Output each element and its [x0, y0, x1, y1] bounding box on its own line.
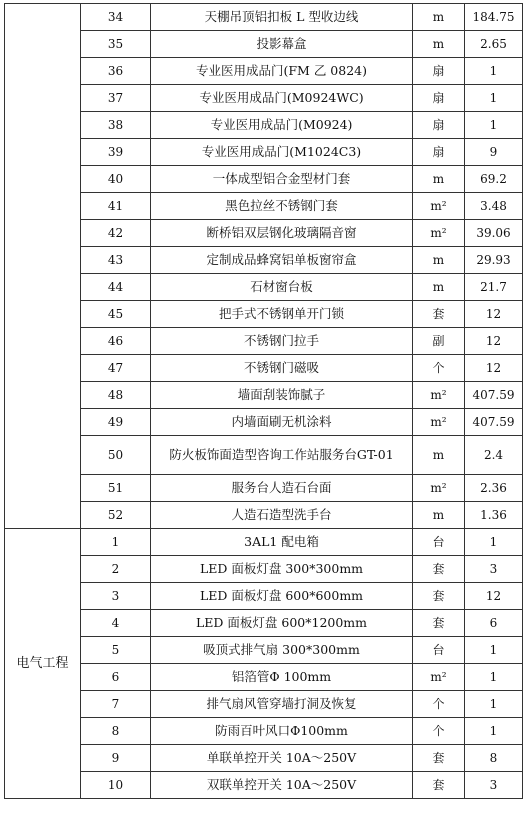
unit-cell: 扇 [413, 85, 465, 112]
unit-cell: 套 [413, 583, 465, 610]
quantity-cell: 12 [465, 355, 523, 382]
item-name-cell: 铝箔管Φ 100mm [151, 664, 413, 691]
item-name-cell: 吸顶式排气扇 300*300mm [151, 637, 413, 664]
quantity-cell: 9 [465, 139, 523, 166]
table-row [5, 529, 523, 556]
table-row [5, 637, 523, 664]
quantity-cell: 2.36 [465, 475, 523, 502]
item-number-cell: 50 [81, 436, 151, 475]
quantity-cell: 12 [465, 301, 523, 328]
table-row [5, 139, 523, 166]
table-row [5, 4, 523, 31]
quantity-cell: 29.93 [465, 247, 523, 274]
item-name-cell: 排气扇风管穿墙打洞及恢复 [151, 691, 413, 718]
unit-cell: 扇 [413, 58, 465, 85]
table-row [5, 58, 523, 85]
item-number-cell: 3 [81, 583, 151, 610]
unit-cell: m² [413, 664, 465, 691]
unit-cell: 扇 [413, 139, 465, 166]
item-number-cell: 4 [81, 610, 151, 637]
item-name-cell: 专业医用成品门(M0924WC) [151, 85, 413, 112]
item-number-cell: 7 [81, 691, 151, 718]
item-number-cell: 40 [81, 166, 151, 193]
bill-of-quantities-table [4, 3, 523, 799]
item-number-cell: 44 [81, 274, 151, 301]
item-number-cell: 37 [81, 85, 151, 112]
table-row [5, 382, 523, 409]
table-row [5, 328, 523, 355]
table-row [5, 718, 523, 745]
table-row [5, 436, 523, 475]
item-number-cell: 39 [81, 139, 151, 166]
quantity-cell: 12 [465, 583, 523, 610]
table-row [5, 220, 523, 247]
item-name-cell: 墙面刮装饰腻子 [151, 382, 413, 409]
item-name-cell: 防雨百叶风口Φ100mm [151, 718, 413, 745]
item-number-cell: 47 [81, 355, 151, 382]
item-number-cell: 6 [81, 664, 151, 691]
item-name-cell: 人造石造型洗手台 [151, 502, 413, 529]
quantity-cell: 1 [465, 718, 523, 745]
item-number-cell: 1 [81, 529, 151, 556]
table-row [5, 409, 523, 436]
item-number-cell: 5 [81, 637, 151, 664]
table-row [5, 475, 523, 502]
table-row [5, 31, 523, 58]
table-row [5, 664, 523, 691]
item-name-cell: 双联单控开关 10A～250V [151, 772, 413, 799]
item-number-cell: 9 [81, 745, 151, 772]
quantity-cell: 1 [465, 691, 523, 718]
quantity-cell: 1 [465, 664, 523, 691]
unit-cell: 个 [413, 718, 465, 745]
item-number-cell: 48 [81, 382, 151, 409]
quantity-cell: 407.59 [465, 409, 523, 436]
quantity-cell: 1 [465, 58, 523, 85]
item-number-cell: 10 [81, 772, 151, 799]
quantity-cell: 3 [465, 772, 523, 799]
quantity-cell: 8 [465, 745, 523, 772]
unit-cell: m² [413, 409, 465, 436]
item-number-cell: 49 [81, 409, 151, 436]
unit-cell: m [413, 247, 465, 274]
item-number-cell: 51 [81, 475, 151, 502]
table-row [5, 502, 523, 529]
table-row [5, 85, 523, 112]
quantity-cell: 1 [465, 112, 523, 139]
unit-cell: 台 [413, 529, 465, 556]
table-row [5, 745, 523, 772]
item-number-cell: 45 [81, 301, 151, 328]
item-name-cell: 天棚吊顶铝扣板 L 型收边线 [151, 4, 413, 31]
quantity-cell: 2.4 [465, 436, 523, 475]
unit-cell: m² [413, 475, 465, 502]
unit-cell: m² [413, 382, 465, 409]
unit-cell: m [413, 502, 465, 529]
table-row [5, 772, 523, 799]
table-row [5, 301, 523, 328]
quantity-cell: 6 [465, 610, 523, 637]
item-number-cell: 38 [81, 112, 151, 139]
quantity-cell: 69.2 [465, 166, 523, 193]
table-row [5, 691, 523, 718]
item-name-cell: 断桥铝双层钢化玻璃隔音窗 [151, 220, 413, 247]
item-number-cell: 36 [81, 58, 151, 85]
item-name-cell: 不锈钢门拉手 [151, 328, 413, 355]
unit-cell: 个 [413, 355, 465, 382]
unit-cell: 套 [413, 556, 465, 583]
item-name-cell: LED 面板灯盘 600*1200mm [151, 610, 413, 637]
item-name-cell: 专业医用成品门(M1024C3) [151, 139, 413, 166]
table-row [5, 610, 523, 637]
table-row [5, 166, 523, 193]
unit-cell: 套 [413, 610, 465, 637]
item-name-cell: 防火板饰面造型咨询工作站服务台GT-01 [151, 436, 413, 475]
unit-cell: m [413, 274, 465, 301]
item-number-cell: 34 [81, 4, 151, 31]
item-number-cell: 46 [81, 328, 151, 355]
unit-cell: 副 [413, 328, 465, 355]
item-name-cell: 把手式不锈钢单开门锁 [151, 301, 413, 328]
table-row [5, 583, 523, 610]
table-row [5, 112, 523, 139]
category-cell: 电气工程 [5, 529, 81, 799]
item-number-cell: 35 [81, 31, 151, 58]
quantity-cell: 1 [465, 637, 523, 664]
unit-cell: m² [413, 220, 465, 247]
quantity-cell: 12 [465, 328, 523, 355]
unit-cell: 套 [413, 772, 465, 799]
item-number-cell: 43 [81, 247, 151, 274]
unit-cell: 台 [413, 637, 465, 664]
unit-cell: m [413, 436, 465, 475]
item-number-cell: 42 [81, 220, 151, 247]
item-number-cell: 2 [81, 556, 151, 583]
table-row [5, 355, 523, 382]
quantity-cell: 39.06 [465, 220, 523, 247]
item-number-cell: 52 [81, 502, 151, 529]
item-name-cell: 服务台人造石台面 [151, 475, 413, 502]
quantity-cell: 3 [465, 556, 523, 583]
table-row [5, 556, 523, 583]
unit-cell: 个 [413, 691, 465, 718]
item-name-cell: 单联单控开关 10A～250V [151, 745, 413, 772]
quantity-cell: 184.75 [465, 4, 523, 31]
unit-cell: 套 [413, 301, 465, 328]
unit-cell: m [413, 166, 465, 193]
item-name-cell: 专业医用成品门(FM 乙 0824) [151, 58, 413, 85]
quantity-cell: 21.7 [465, 274, 523, 301]
item-name-cell: 投影幕盒 [151, 31, 413, 58]
item-number-cell: 41 [81, 193, 151, 220]
quantity-cell: 2.65 [465, 31, 523, 58]
table-row [5, 247, 523, 274]
item-name-cell: 定制成品蜂窝铝单板窗帘盒 [151, 247, 413, 274]
quantity-cell: 1 [465, 85, 523, 112]
table-row [5, 274, 523, 301]
item-name-cell: 不锈钢门磁吸 [151, 355, 413, 382]
unit-cell: m [413, 4, 465, 31]
unit-cell: m [413, 31, 465, 58]
table-row [5, 193, 523, 220]
item-name-cell: LED 面板灯盘 600*600mm [151, 583, 413, 610]
item-name-cell: 内墙面刷无机涂料 [151, 409, 413, 436]
item-name-cell: 黑色拉丝不锈钢门套 [151, 193, 413, 220]
quantity-cell: 407.59 [465, 382, 523, 409]
item-name-cell: 专业医用成品门(M0924) [151, 112, 413, 139]
table-body [5, 4, 523, 799]
quantity-cell: 1.36 [465, 502, 523, 529]
unit-cell: 扇 [413, 112, 465, 139]
item-name-cell: 一体成型铝合金型材门套 [151, 166, 413, 193]
item-name-cell: 石材窗台板 [151, 274, 413, 301]
quantity-cell: 3.48 [465, 193, 523, 220]
quantity-cell: 1 [465, 529, 523, 556]
item-name-cell: LED 面板灯盘 300*300mm [151, 556, 413, 583]
unit-cell: m² [413, 193, 465, 220]
item-number-cell: 8 [81, 718, 151, 745]
unit-cell: 套 [413, 745, 465, 772]
category-cell [5, 4, 81, 529]
item-name-cell: 3AL1 配电箱 [151, 529, 413, 556]
